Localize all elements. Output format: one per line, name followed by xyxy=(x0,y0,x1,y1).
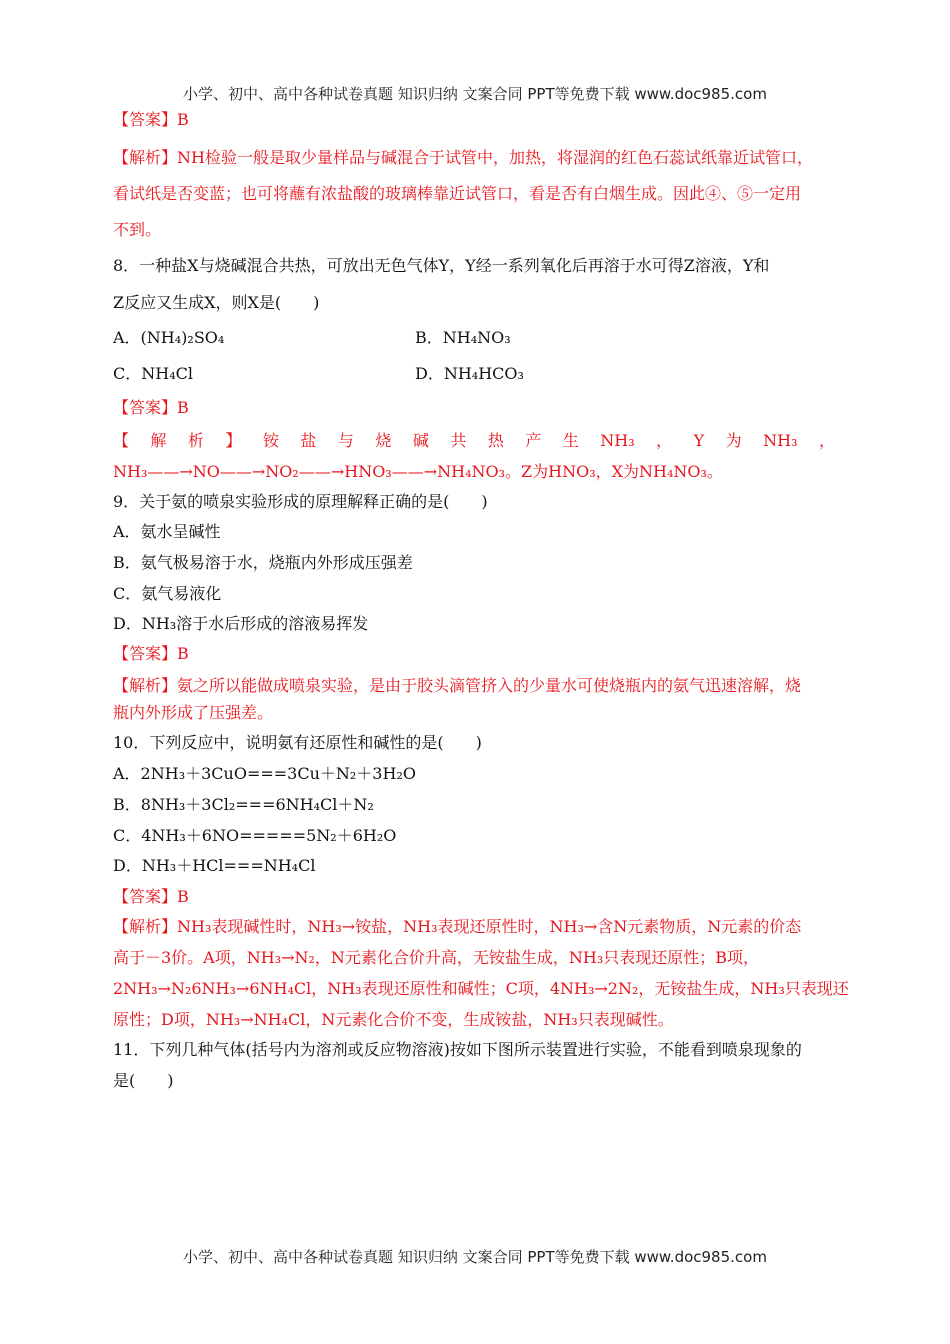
q10-option-a: A．2NH₃＋3CuO===3Cu＋N₂＋3H₂O xyxy=(113,764,416,783)
q8-analysis-line-2: NH₃——→NO——→NO₂——→HNO₃——→NH₄NO₃。Z为HNO₃，X为NH₄NO₃。 xyxy=(113,462,723,481)
q7-analysis-line-3: 不到。 xyxy=(113,220,162,239)
q8-analysis-token: Y xyxy=(693,431,705,450)
q8-option-d: D．NH₄HCO₃ xyxy=(415,364,524,383)
q8-analysis-token: 共 xyxy=(450,431,467,450)
q8-analysis-token: NH₃ xyxy=(763,431,798,450)
q8-analysis-token: 盐 xyxy=(300,431,317,450)
q8-analysis-token: 热 xyxy=(487,431,504,450)
q8-analysis-token: 析 xyxy=(187,431,204,450)
q7-analysis-line-2: 看试纸是否变蓝；也可将蘸有浓盐酸的玻璃棒靠近试管口，看是否有白烟生成。因此④、⑤一定用 xyxy=(113,184,802,203)
q8-analysis-token: 生 xyxy=(562,431,579,450)
q8-analysis-token: ， xyxy=(656,431,673,450)
q8-analysis-token: ， xyxy=(818,431,835,450)
q9-option-d: D．NH₃溶于水后形成的溶液易挥发 xyxy=(113,614,369,633)
q9-analysis-line-2: 瓶内外形成了压强差。 xyxy=(113,703,274,722)
q10-option-b: B．8NH₃＋3Cl₂===6NH₄Cl＋N₂ xyxy=(113,795,374,814)
q8-analysis-line-1 xyxy=(113,431,835,451)
q8-analysis-token: NH₃ xyxy=(600,431,635,450)
page-header: 小学、初中、高中各种试卷真题 知识归纳 文案合同 PPT等免费下载 www.doc985.com xyxy=(183,85,767,103)
q8-option-a: A．(NH₄)₂SO₄ xyxy=(113,328,225,347)
q8-analysis-token: 碱 xyxy=(412,431,429,450)
q8-answer: 【答案】B xyxy=(113,398,189,417)
page-footer: 小学、初中、高中各种试卷真题 知识归纳 文案合同 PPT等免费下载 www.doc985.com xyxy=(183,1248,767,1266)
q9-option-c: C．氨气易液化 xyxy=(113,584,222,603)
q9-answer: 【答案】B xyxy=(113,644,189,663)
q7-answer: 【答案】B xyxy=(113,110,189,129)
q9-analysis-line-1: 【解析】氨之所以能做成喷泉实验，是由于胶头滴管挤入的少量水可使烧瓶内的氨气迅速溶解，烧 xyxy=(113,676,802,695)
q8-stem-line-2: Z反应又生成X，则X是( ) xyxy=(113,293,320,312)
q10-option-d: D．NH₃＋HCl===NH₄Cl xyxy=(113,856,316,875)
q10-analysis-line-2: 高于－3价。A项，NH₃→N₂，N元素化合价升高，无铵盐生成，NH₃只表现还原性；B项， xyxy=(113,948,760,967)
q8-option-b: B．NH₄NO₃ xyxy=(415,328,511,347)
q8-analysis-token: 产 xyxy=(525,431,542,450)
q10-analysis-line-1: 【解析】NH₃表现碱性时，NH₃→铵盐，NH₃表现还原性时，NH₃→含N元素物质，N元素的价态 xyxy=(113,917,802,936)
q8-analysis-token: 烧 xyxy=(375,431,392,450)
q7-analysis-line-1: 【解析】NH检验一般是取少量样品与碱混合于试管中，加热，将湿润的红色石蕊试纸靠近试管口， xyxy=(113,148,813,167)
q8-analysis-token: 铵 xyxy=(262,431,279,450)
q9-option-b: B．氨气极易溶于水，烧瓶内外形成压强差 xyxy=(113,553,413,572)
q10-analysis-line-4: 原性；D项，NH₃→NH₄Cl，N元素化合价不变，生成铵盐，NH₃只表现碱性。 xyxy=(113,1010,674,1029)
q11-stem-line-1: 11．下列几种气体(括号内为溶剂或反应物溶液)按如下图所示装置进行实验，不能看到喷泉现象的 xyxy=(113,1040,802,1059)
q9-option-a: A．氨水呈碱性 xyxy=(113,522,221,541)
q10-answer: 【答案】B xyxy=(113,887,189,906)
q9-stem: 9．关于氨的喷泉实验形成的原理解释正确的是( ) xyxy=(113,492,488,511)
q8-analysis-token: 【 xyxy=(113,431,130,450)
q11-stem-line-2: 是( ) xyxy=(113,1071,174,1090)
q8-analysis-token: 】 xyxy=(225,431,242,450)
q8-stem-line-1: 8．一种盐X与烧碱混合共热，可放出无色气体Y，Y经一系列氧化后再溶于水可得Z溶液，Y和 xyxy=(113,256,770,275)
q8-analysis-token: 与 xyxy=(337,431,354,450)
q8-analysis-token: 为 xyxy=(725,431,742,450)
q8-option-c: C．NH₄Cl xyxy=(113,364,193,383)
q10-option-c: C．4NH₃＋6NO=====5N₂＋6H₂O xyxy=(113,826,397,845)
q10-analysis-line-3: 2NH₃→N₂6NH₃→6NH₄Cl，NH₃表现还原性和碱性；C项，4NH₃→2N₂，无铵盐生成，NH₃只表现还 xyxy=(113,979,849,998)
q10-stem: 10．下列反应中，说明氨有还原性和碱性的是( ) xyxy=(113,733,482,752)
q8-analysis-token: 解 xyxy=(150,431,167,450)
